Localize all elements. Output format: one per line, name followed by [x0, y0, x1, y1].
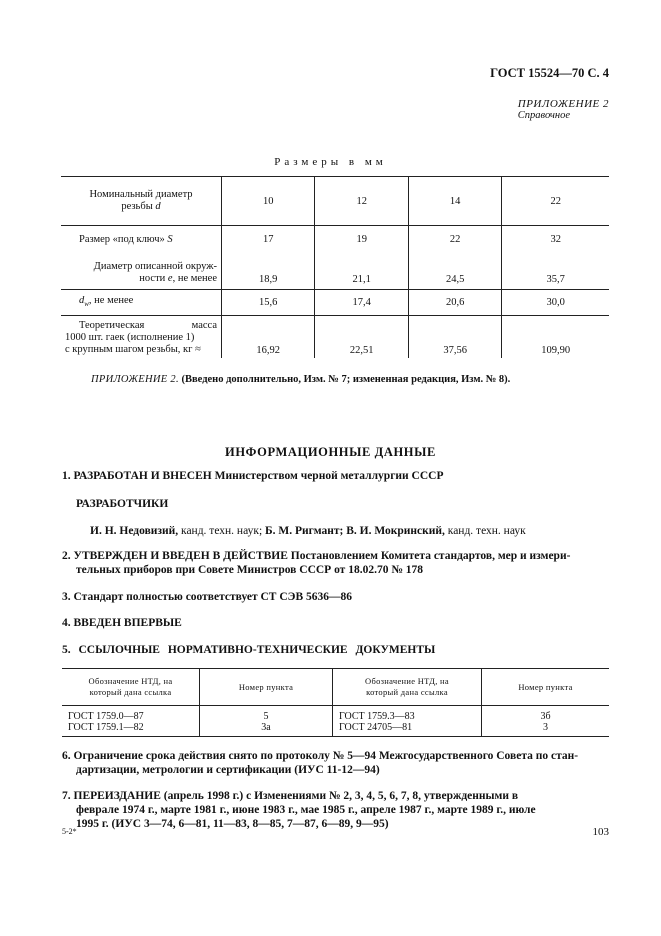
doc-cell: ГОСТ 1759.3—83 — [333, 706, 482, 723]
header-cell: Номинальный диаметр резьбы d — [61, 177, 222, 226]
clause-cell: 3а — [200, 722, 333, 737]
item-3: 3. Стандарт полностью соответствует СТ СЭВ 5636—86 — [62, 591, 353, 603]
value-cell: 17,4 — [315, 290, 408, 316]
units-caption: Размеры в мм — [274, 156, 387, 168]
value-cell: 32 — [502, 226, 609, 254]
developers-list: И. Н. Недовизий, канд. техн. наук; Б. М. Ригмант; В. И. Мокринский, канд. техн. наук — [90, 525, 526, 537]
diameter-cell: 10 — [222, 177, 315, 226]
item-4: 4. ВВЕДЕН ВПЕРВЫЕ — [62, 617, 182, 629]
page-number: 103 — [592, 826, 609, 838]
value-cell: 22 — [408, 226, 501, 254]
developers-title: РАЗРАБОТЧИКИ — [76, 498, 169, 510]
item-7: 7. ПЕРЕИЗДАНИЕ (апрель 1998 г.) с Изменениями № 2, 3, 4, 5, 6, 7, 8, утвержденными в феврале 1974 г., марте 1981 г., июне 1983 г., мае 1985 г., апреле 1987 г., марте 1989 г., июле 1995 г. (ИУС 3—74, 6—81, 11—83, 8—85, 7—87, 6—89, 9—95) — [62, 790, 536, 830]
clause-cell: 3б — [482, 706, 610, 723]
dimensions-table — [61, 176, 609, 358]
table-row — [62, 706, 609, 723]
diameter-cell: 22 — [502, 177, 609, 226]
item-5: 5. ССЫЛОЧНЫЕ НОРМАТИВНО-ТЕХНИЧЕСКИЕ ДОКУМЕНТЫ — [62, 644, 436, 656]
appendix-title: ПРИЛОЖЕНИЕ 2 — [517, 98, 609, 110]
diameter-cell: 12 — [315, 177, 408, 226]
col-header: Номер пункта — [482, 669, 610, 706]
appendix-note: ПРИЛОЖЕНИЕ 2. (Введено дополнительно, Изм. № 7; измененная редакция, Изм. № 8). — [91, 374, 511, 385]
value-cell: 17 — [222, 226, 315, 254]
value-cell: 21,1 — [315, 254, 408, 290]
col-header: Номер пункта — [200, 669, 333, 706]
value-cell: 15,6 — [222, 290, 315, 316]
doc-cell: ГОСТ 24705—81 — [333, 722, 482, 737]
doc-cell: ГОСТ 1759.1—82 — [62, 722, 200, 737]
clause-cell: 5 — [200, 706, 333, 723]
value-cell: 20,6 — [408, 290, 501, 316]
item-2: 2. УТВЕРЖДЕН И ВВЕДЕН В ДЕЙСТВИЕ Постановлением Комитета стандартов, мер и измери- тельных приборов при Совете Министров СССР от 18.02.70 № 178 — [62, 550, 571, 576]
diameter-cell: 14 — [408, 177, 501, 226]
table-row — [61, 316, 609, 358]
value-cell: 24,5 — [408, 254, 501, 290]
references-table — [62, 668, 609, 737]
value-cell: 109,90 — [502, 316, 609, 358]
table-row — [61, 290, 609, 316]
clause-cell: 3 — [482, 722, 610, 737]
value-cell: 35,7 — [502, 254, 609, 290]
appendix-subtitle: Справочное — [517, 110, 571, 121]
col-header: Обозначение НТД, на который дана ссылка — [333, 669, 482, 706]
row-label: Размер «под ключ» S — [79, 233, 173, 245]
item-6: 6. Ограничение срока действия снято по протоколу № 5—94 Межгосударственного Совета по стан- дартизации, метрологии и сертификации (ИУС 11-12—94) — [62, 750, 579, 776]
value-cell: 19 — [315, 226, 408, 254]
value-cell: 18,9 — [222, 254, 315, 290]
row-label: Диаметр описанной окруж- ности e, не менее — [61, 254, 222, 290]
row-label: Теоретическая масса 1000 шт. гаек (исполнение 1) с крупным шагом резьбы, кг ≈ — [65, 319, 217, 355]
table-row — [62, 722, 609, 737]
footer-mark: 5-2* — [62, 827, 77, 836]
value-cell: 16,92 — [222, 316, 315, 358]
table-row — [61, 177, 609, 226]
doc-cell: ГОСТ 1759.0—87 — [68, 711, 144, 722]
table-row — [61, 226, 609, 254]
table-header-row — [62, 669, 609, 706]
value-cell: 22,51 — [315, 316, 408, 358]
col-header: Обозначение НТД, на который дана ссылка — [62, 669, 200, 706]
value-cell: 30,0 — [502, 290, 609, 316]
row-label: $d_w$, не менее — [61, 290, 222, 316]
table-row — [61, 254, 609, 290]
appendix-heading — [518, 98, 609, 121]
item-1: 1. РАЗРАБОТАН И ВНЕСЕН Министерством черной металлургии СССР — [62, 470, 444, 482]
document-code: ГОСТ 15524—70 С. 4 — [490, 66, 609, 80]
value-cell: 37,56 — [408, 316, 501, 358]
info-title: ИНФОРМАЦИОННЫЕ ДАННЫЕ — [225, 445, 436, 459]
